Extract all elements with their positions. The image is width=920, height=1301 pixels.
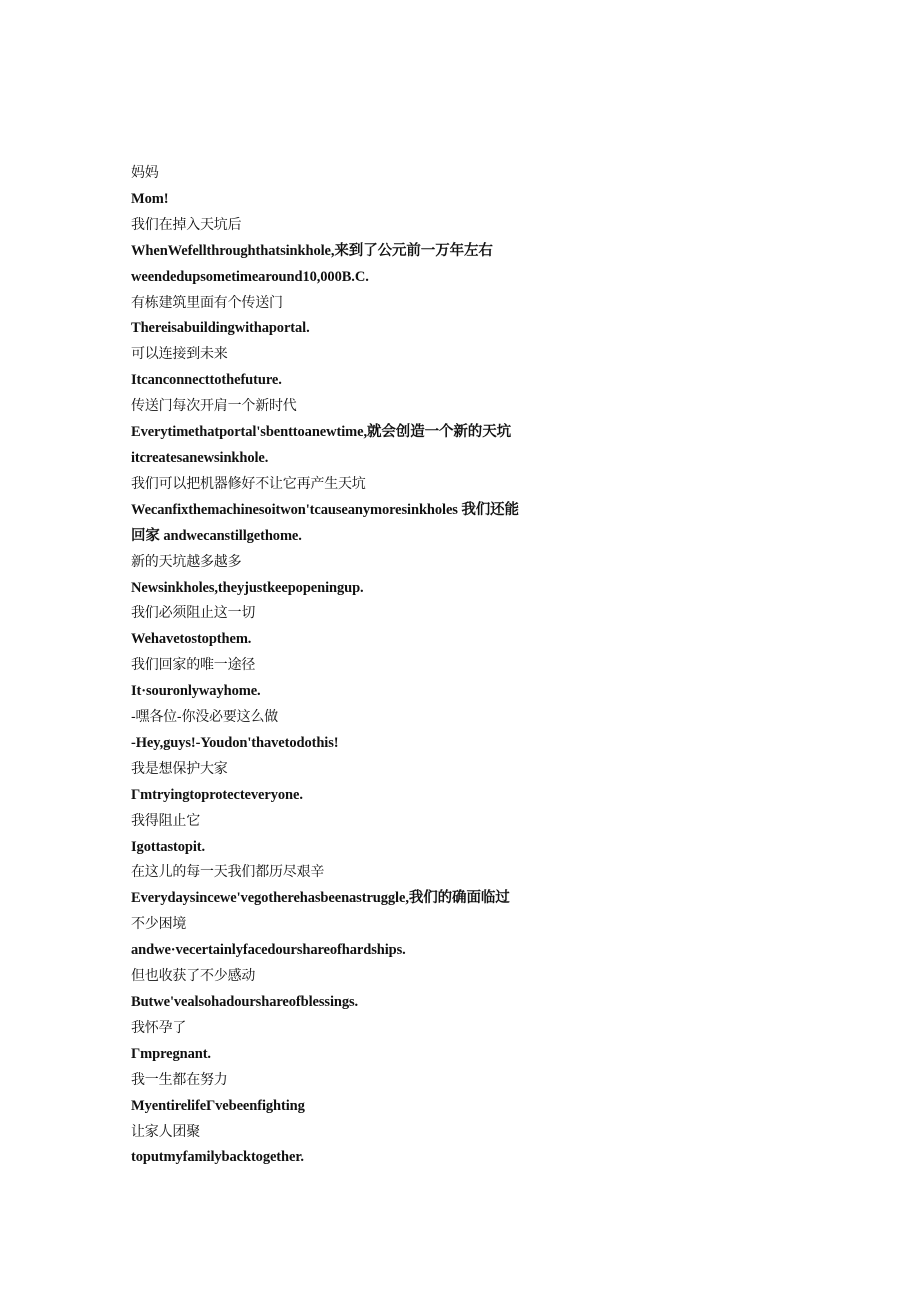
transcript-line: Itcanconnecttothefuture. [131,372,282,389]
transcript-line: 在这儿的每一天我们都历尽艰辛 [131,864,325,881]
transcript-line: WhenWefellthroughthatsinkhole,来到了公元前一万年左右 [131,242,493,259]
transcript-line: 我们在掉入天坑后 [131,216,242,233]
transcript-line: 我一生都在努力 [131,1071,228,1088]
transcript-line: 我是想保护大家 [131,760,228,777]
transcript-line: Wehavetostopthem. [131,631,252,648]
transcript-line: Mom! [131,190,169,207]
transcript-line: 不少困境 [131,916,187,933]
transcript-line: 可以连接到未来 [131,346,228,363]
transcript-line: Everytimethatportal'sbenttoanewtime,就会创造一个新的天坑 [131,424,512,441]
transcript-line: 有栋建筑里面有个传送门 [131,294,283,311]
transcript-line: weendedupsometimearound10,000B.C. [131,268,369,285]
transcript-line: -嘿各位-你没必要这么做 [131,709,279,726]
transcript-line: It·souronlywayhome. [131,683,261,700]
transcript-line: 妈妈 [131,165,159,181]
transcript-line: 回家 andwecanstillgethome. [131,527,302,544]
transcript-line: 传送门每次开肩一个新时代 [131,398,297,415]
subtitle-transcript [131,161,571,1171]
transcript-line: 我怀孕了 [131,1019,187,1036]
transcript-line: Γmpregnant. [131,1045,211,1062]
transcript-line: 我们回家的唯一途径 [131,657,256,674]
transcript-line: Everydaysincewe'vegotherehasbeenastruggle,我们的确面临过 [131,890,510,907]
transcript-line: 我们必须阻止这一切 [131,605,256,622]
transcript-line: Γmtryingtoprotecteveryone. [131,786,303,803]
transcript-line: Butwe'vealsohadourshareofblessings. [131,994,359,1010]
transcript-line: 我得阻止它 [131,812,200,829]
transcript-line: andwe·vecertainlyfacedourshareofhardships. [131,942,406,959]
transcript-line: 但也收获了不少感动 [131,968,256,985]
transcript-line: 我们可以把机器修好不让它再产生天坑 [131,475,366,492]
transcript-line: Newsinkholes,theyjustkeepopeningup. [131,579,364,596]
transcript-line: 新的天坑越多越多 [131,553,242,570]
transcript-line: Thereisabuildingwithaportal. [131,320,310,337]
transcript-line: MyentirelifeΓvebeenfighting [131,1097,305,1114]
transcript-line: Igottastopit. [131,838,206,855]
transcript-line: itcreatesanewsinkhole. [131,449,269,466]
transcript-line: Wecanfixthemachinesoitwon'tcauseanymoresinkholes 我们还能 [131,501,519,518]
transcript-line: toputmyfamilybacktogether. [131,1149,304,1166]
transcript-line: 让家人团聚 [131,1123,200,1140]
transcript-line: -Hey,guys!-Youdon'thavetodothis! [131,734,339,751]
